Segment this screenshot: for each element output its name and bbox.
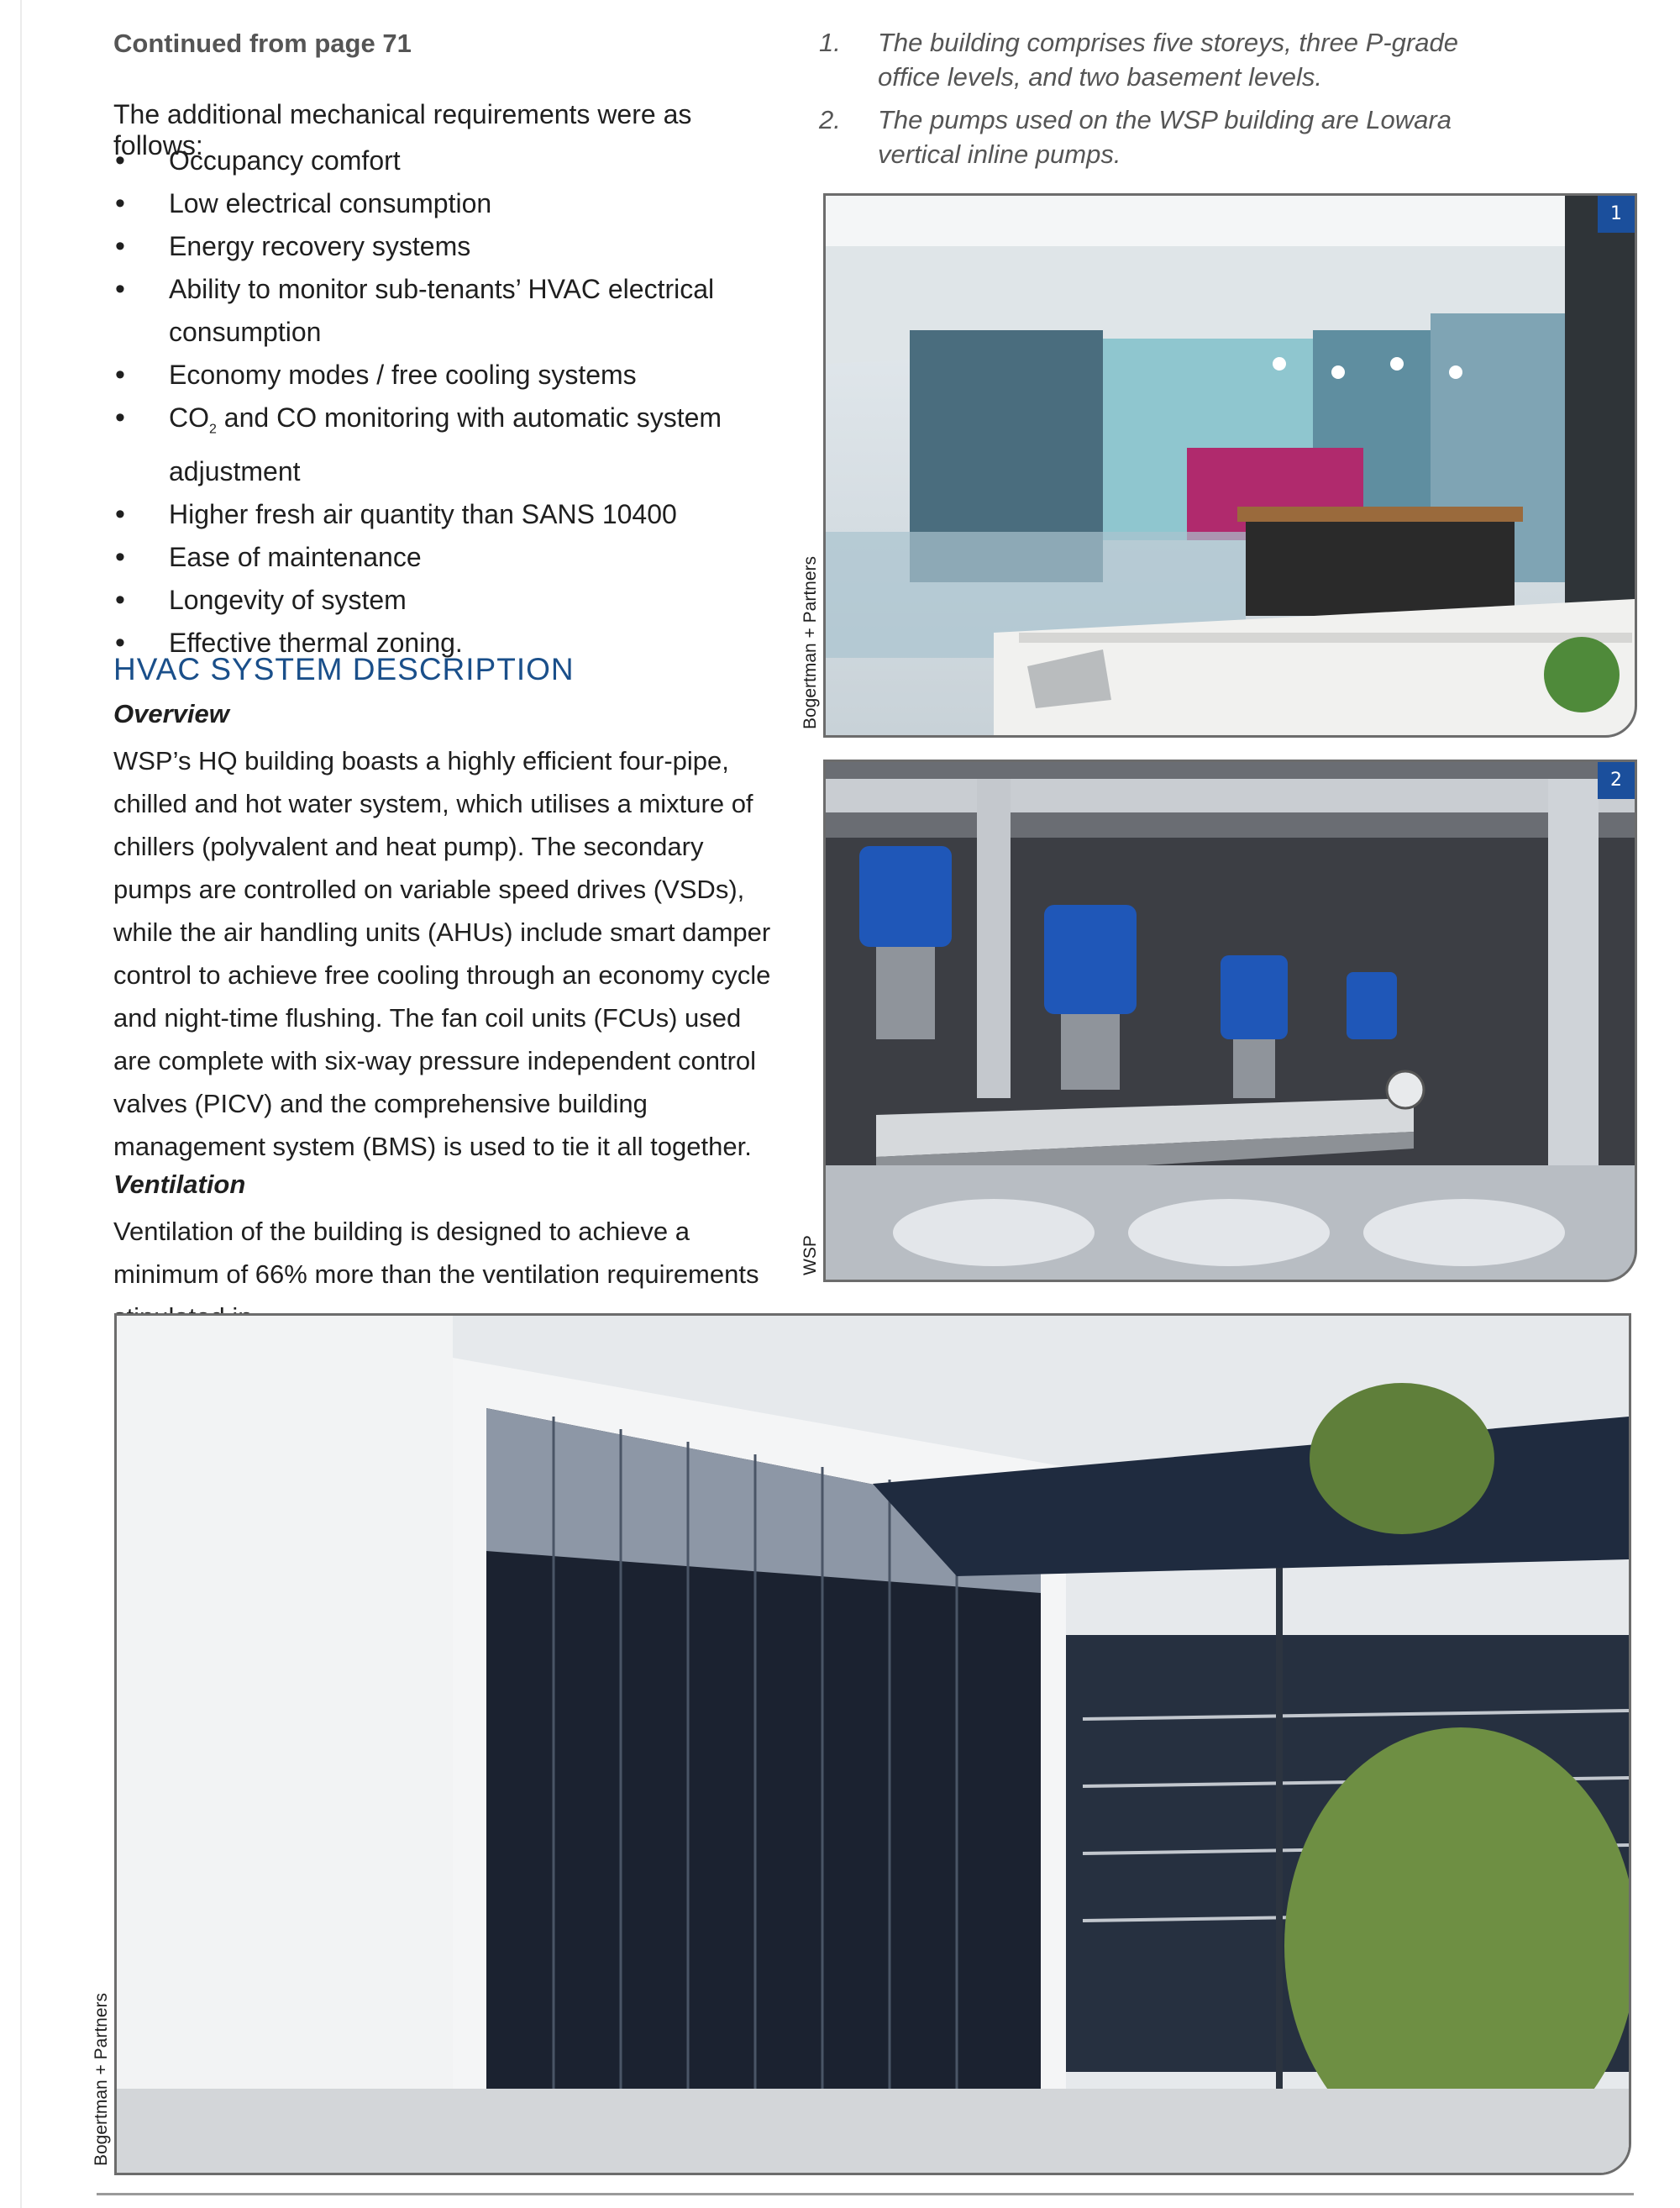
pump-room-photo: [823, 760, 1637, 1282]
ventilation-heading: Ventilation: [113, 1170, 246, 1199]
section-heading: HVAC SYSTEM DESCRIPTION: [113, 652, 575, 686]
list-item: • Economy modes / free cooling systems: [113, 354, 785, 397]
photo-credit: Bogertman + Partners: [92, 1992, 111, 2166]
pump-room-image: [826, 762, 1635, 1280]
caption-2: 2. The pumps used on the WSP building are Lowara vertical inline pumps.: [819, 105, 1452, 169]
building-exterior-photo: [114, 1313, 1631, 2175]
list-item: • Ability to monitor sub-tenants’ HVAC electrical consumption: [113, 268, 785, 354]
list-item: • Energy recovery systems: [113, 225, 785, 268]
list-item: • Higher fresh air quantity than SANS 10400: [113, 493, 785, 536]
list-item: • $CO_2$ and CO monitoring with automatic system adjustment: [113, 397, 785, 493]
overview-heading: Overview: [113, 699, 229, 728]
requirements-list: [113, 139, 785, 665]
continued-from-label: Continued from page 71: [113, 29, 412, 58]
list-item: • Effective thermal zoning.: [113, 622, 785, 665]
ventilation-paragraph: Ventilation of the building is designed to achieve a minimum of 66% more than the ventilation requirements: [113, 1217, 759, 1289]
caption-list: [819, 25, 1491, 171]
page-margin-rule: [20, 0, 22, 2208]
photo-credit: Bogertman + Partners: [801, 555, 820, 729]
list-item: • Occupancy comfort: [113, 139, 785, 182]
office-interior-photo: [823, 193, 1637, 738]
requirements-intro: The additional mechanical requirements were as follows:: [113, 99, 692, 160]
photo-credit: WSP: [801, 1235, 820, 1275]
list-item: • Longevity of system: [113, 579, 785, 622]
photo-number-badge: 1: [1598, 196, 1635, 233]
building-exterior-image: [117, 1316, 1629, 2173]
caption-1: 1. The building comprises five storeys, three P-grade office levels, and two basement levels.: [819, 28, 1458, 92]
overview-paragraph: WSP’s HQ building boasts a highly efficient four-pipe, chilled and hot water system, which utilises a mixture of chillers (polyvalent and heat pump). The secondary pumps are controlled on variable speed drives (VSDs), while the air handling units (AHUs) include smart damper control to achieve free cooling through an economy cycle and night-time flushing. The fan coil units (FCUs) used are complete with six-way pressure independent control valves (PICV) and the comprehensive building management system (BMS) is used to tie it all together.: [113, 746, 771, 1161]
office-interior-image: [826, 196, 1635, 735]
list-item: • Ease of maintenance: [113, 536, 785, 579]
photo-number-badge: 2: [1598, 762, 1635, 799]
captions-column: [819, 25, 1491, 180]
list-item: • Low electrical consumption: [113, 182, 785, 225]
footer-rule: [97, 2193, 1634, 2195]
